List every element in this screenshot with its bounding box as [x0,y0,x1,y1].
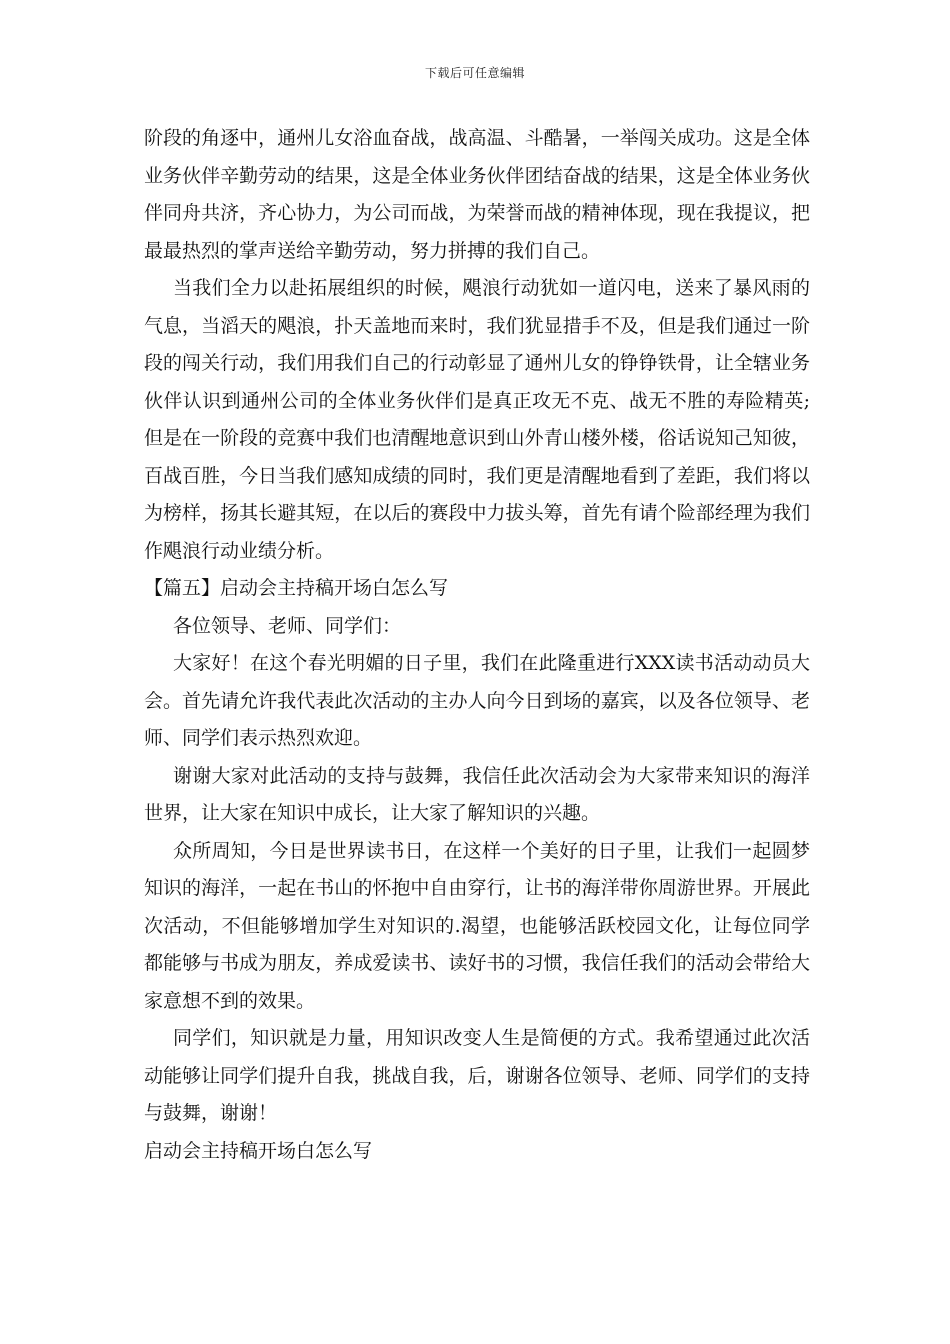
paragraph-6: 同学们，知识就是力量，用知识改变人生是简便的方式。我希望通过此次活动能够让同学们提升自我，挑战自我，后，谢谢各位领导、老师、同学们的支持与鼓舞，谢谢！ [144,1027,810,1124]
paragraph-3: 大家好！在这个春光明媚的日子里，我们在此隆重进行XXX读书活动动员大会。首先请允许我代表此次活动的主办人向今日到场的嘉宾，以及各位领导、老师、同学们表示热烈欢迎。 [144,652,810,749]
paragraph-2: 当我们全力以赴拓展组织的时候，飓浪行动犹如一道闪电，送来了暴风雨的气息，当滔天的飓浪，扑天盖地而来时，我们犹显措手不及，但是我们通过一阶段的闯关行动，我们用我们自己的行动彰显了通州儿女的铮铮铁骨，让全辖业务伙伴认识到通州公司的全体业务伙伴们是真正攻无不克、战无不胜的寿险精英;但是在一阶段的竞赛中我们也清醒地意识到山外青山楼外楼，俗话说知己知彼，百战百胜，今日当我们感知成绩的同时，我们更是清醒地看到了差距，我们将以为榜样，扬其长避其短，在以后的赛段中力拔头筹，首先有请个险部经理为我们作飓浪行动业绩分析。 [144,277,810,562]
page-header: 下载后可任意编辑 [424,66,525,80]
paragraph-5: 众所周知，今日是世界读书日，在这样一个美好的日子里，让我们一起圆梦知识的海洋，一起在书山的怀抱中自由穿行，让书的海洋带你周游世界。开展此次活动，不但能够增加学生对知识的.渴望，也能够活跃校园文化，让每位同学都能够与书成为朋友，养成爱读书、读好书的习惯，我信任我们的活动会带给大家意想不到的效果。 [144,839,810,1012]
section-heading: 【篇五】启动会主持稿开场白怎么写 [144,577,449,599]
salutation: 各位领导、老师、同学们： [173,614,402,637]
closing-title: 启动会主持稿开场白怎么写 [144,1139,373,1162]
paragraph-1: 阶段的角逐中，通州儿女浴血奋战，战高温、斗酷暑，一举闯关成功。这是全体业务伙伴辛勤劳动的结果，这是全体业务伙伴团结奋战的结果，这是全体业务伙伴同舟共济，齐心协力，为公司而战，为荣誉而战的精神体现，现在我提议，把最最热烈的掌声送给辛勤劳动，努力拼搏的我们自己。 [144,127,810,262]
document-body [144,120,810,1170]
paragraph-4: 谢谢大家对此活动的支持与鼓舞，我信任此次活动会为大家带来知识的海洋世界，让大家在知识中成长，让大家了解知识的兴趣。 [144,764,810,824]
